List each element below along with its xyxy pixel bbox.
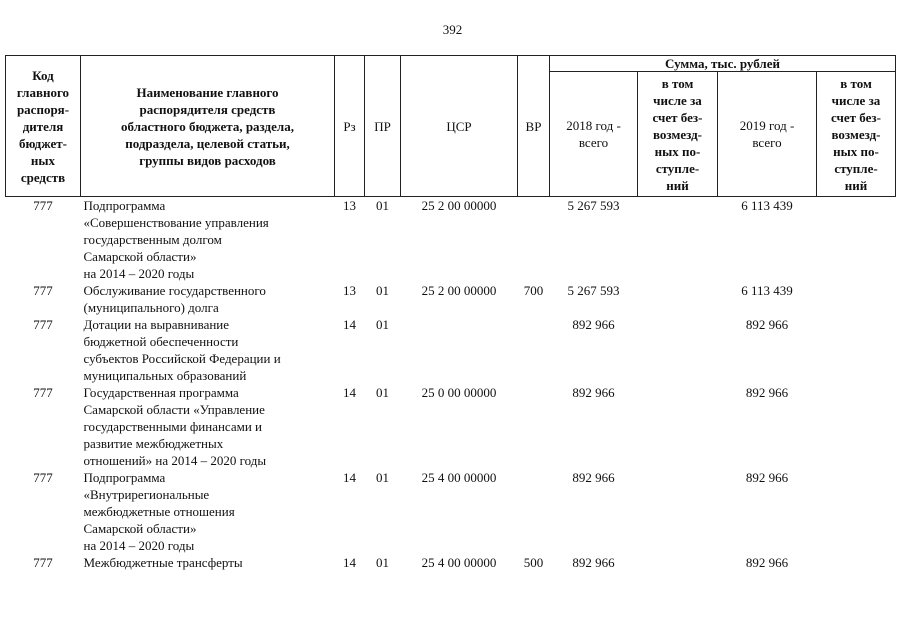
table-row [6,469,896,554]
cell-2018-incl [638,384,718,469]
text-line: возмезд- [653,126,702,142]
cell-csr: 25 0 00 00000 [421,385,497,400]
cell-code: 777 [33,385,53,400]
text-line: группы видов расходов [139,152,276,168]
text-line: 2019 год - [739,118,795,133]
cell-vr: 700 [523,283,544,298]
page-number: 392 [442,22,463,37]
cell-pr: 01 [376,555,389,570]
cell-rz: 14 [343,385,356,400]
cell-2018-incl [638,282,718,316]
text-line: всего [752,135,782,150]
table-row [6,316,896,384]
text-line: Межбюджетные трансферты [83,555,243,570]
text-line: «Совершенствование управления [83,215,269,230]
text-line: Наименование главного [136,84,279,100]
text-line: ний [666,177,689,193]
table-row [6,384,896,469]
text-line: счет без- [652,109,703,125]
cell-pr: 01 [376,198,389,213]
text-line: дителя [22,118,64,134]
cell-2019-incl [817,554,896,571]
cell-code: 777 [33,555,53,570]
text-line: распорядителя средств [139,101,276,117]
cell-2018-incl [638,197,718,283]
cell-csr: 25 2 00 00000 [421,283,497,298]
table-body [6,197,896,572]
text-line: государственным долгом [83,232,222,247]
cell-2019-incl [817,282,896,316]
table-row [6,554,896,571]
cell-rz: 14 [343,555,356,570]
text-line: Самарской области» [83,521,197,536]
cell-2019-total: 892 966 [745,470,789,485]
cell-2019-total: 6 113 439 [741,283,793,298]
text-line: подраздела, целевой статьи, [125,135,290,151]
text-line: ных [30,152,56,168]
cell-2018-total: 892 966 [572,385,615,400]
text-line: отношений» на 2014 – 2020 годы [83,453,267,468]
text-line: Обслуживание государственного [83,283,266,298]
text-line: ных по- [654,143,701,159]
cell-2019-total: 892 966 [745,555,789,570]
cell-name [81,316,335,384]
cell-2018-incl [638,469,718,554]
cell-csr [401,316,518,384]
text-line: ных по- [833,143,879,159]
text-line: бюджет- [18,135,67,151]
text-line: (муниципального) долга [83,300,219,315]
text-line: бюджетной обеспеченности [83,334,239,349]
cell-pr: 01 [376,385,389,400]
cell-2019-total: 892 966 [745,317,789,332]
cell-name [81,554,335,571]
text-line: Дотации на выравнивание [83,317,230,332]
text-line: счет без- [831,109,881,125]
cell-name [81,469,335,554]
cell-2018-total: 892 966 [572,555,615,570]
cell-2019-incl [817,197,896,283]
text-line: межбюджетные отношения [83,504,235,519]
cell-code: 777 [33,198,53,213]
header-csr: ЦСР [401,56,518,197]
text-line: Подпрограмма [83,198,166,213]
header-2018-incl [638,72,718,197]
table-row [6,282,896,316]
text-line: 2018 год - [566,118,621,133]
text-line: развитие межбюджетных [83,436,224,451]
header-pr: ПР [365,56,401,197]
text-line: Код [32,67,54,83]
cell-pr: 01 [376,283,389,298]
text-line: в том [840,75,872,91]
cell-csr: 25 2 00 00000 [421,198,497,213]
cell-name [81,282,335,316]
text-line: Государственная программа [83,385,239,400]
table-row [6,197,896,283]
text-line: Самарской области «Управление [83,402,265,417]
cell-name [81,384,335,469]
cell-2019-incl [817,316,896,384]
cell-2018-total: 892 966 [572,470,615,485]
cell-rz: 13 [343,283,356,298]
cell-2018-incl [638,316,718,384]
text-line: ступле- [834,160,878,176]
text-line: главного [16,84,70,100]
cell-csr: 25 4 00 00000 [421,555,497,570]
cell-vr [518,469,550,554]
cell-pr: 01 [376,317,389,332]
cell-rz: 14 [343,317,356,332]
cell-2018-total: 5 267 593 [567,198,620,213]
text-line: Самарской области» [83,249,197,264]
header-sum: Сумма, тыс. рублей [550,56,896,72]
cell-vr [518,384,550,469]
text-line: муниципальных образований [83,368,247,383]
header-vr: ВР [518,56,550,197]
text-line: возмезд- [831,126,881,142]
header-2019-incl [817,72,896,197]
cell-name [81,197,335,283]
budget-table [5,55,896,571]
text-line: ний [844,177,868,193]
cell-2019-incl [817,384,896,469]
text-line: распоря- [16,101,70,117]
cell-vr [518,316,550,384]
header-code [6,56,81,197]
text-line: «Внутрирегиональные [83,487,210,502]
cell-2019-total: 6 113 439 [741,198,793,213]
table-header [6,56,896,197]
text-line: государственными финансами и [83,419,263,434]
cell-pr: 01 [376,470,389,485]
text-line: ступле- [655,160,700,176]
text-line: на 2014 – 2020 годы [83,266,195,281]
cell-rz: 13 [343,198,356,213]
text-line: числе за [831,92,881,108]
cell-2018-incl [638,554,718,571]
text-line: в том [661,75,694,91]
cell-2019-incl [817,469,896,554]
cell-2018-total: 892 966 [572,317,615,332]
text-line: областного бюджета, раздела, [121,118,294,134]
cell-code: 777 [33,317,53,332]
text-line: субъектов Российской Федерации и [83,351,281,366]
text-line: Подпрограмма [83,470,166,485]
cell-csr: 25 4 00 00000 [421,470,497,485]
text-line: на 2014 – 2020 годы [83,538,195,553]
cell-vr [518,197,550,283]
cell-2018-total: 5 267 593 [567,283,620,298]
header-name [81,56,335,197]
header-rz: Рз [335,56,365,197]
header-2018-total [550,72,638,197]
cell-rz: 14 [343,470,356,485]
header-2019-total [718,72,817,197]
cell-code: 777 [33,283,53,298]
cell-2019-total: 892 966 [745,385,789,400]
text-line: всего [578,135,609,150]
text-line: числе за [653,92,702,108]
cell-code: 777 [33,470,53,485]
text-line: средств [20,169,66,185]
cell-vr: 500 [523,555,544,570]
